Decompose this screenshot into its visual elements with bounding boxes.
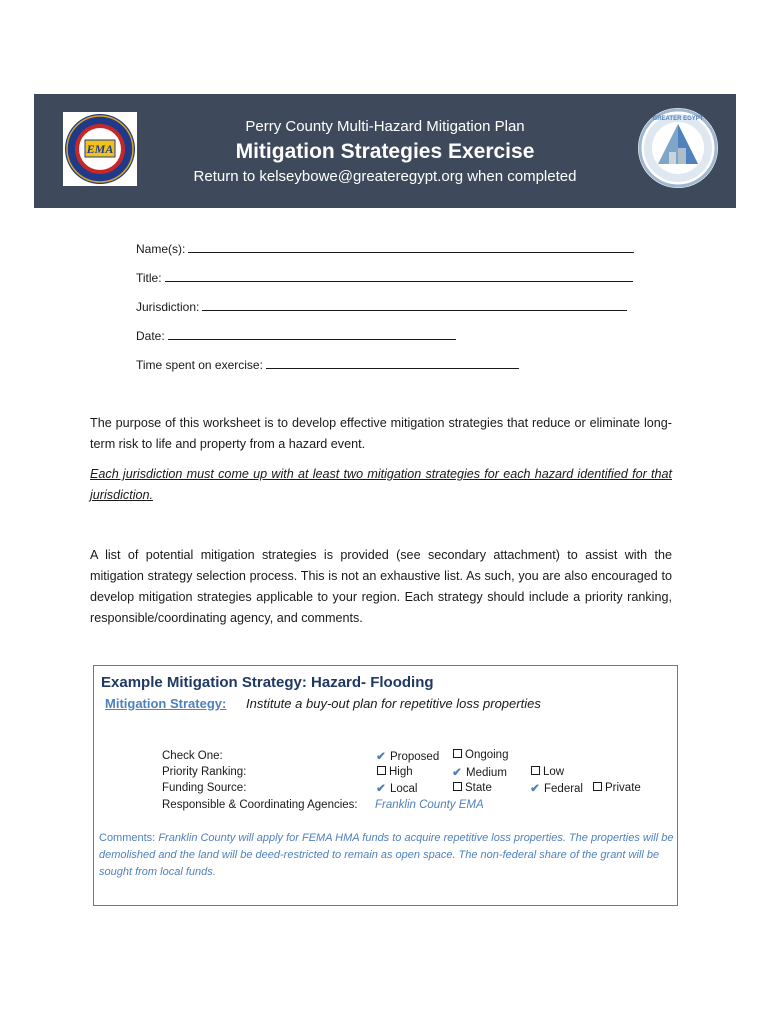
jurisdiction-blank[interactable] — [202, 299, 627, 311]
names-label: Name(s): — [136, 242, 186, 256]
purpose-paragraph: The purpose of this worksheet is to develop effective mitigation strategies that reduce or eliminate long- term risk to life and property from a hazard event. — [90, 416, 672, 451]
time-spent-field[interactable] — [136, 357, 519, 372]
checkmark-icon: ✔ — [452, 767, 462, 779]
checkbox-icon — [531, 766, 540, 775]
checkbox-icon — [377, 766, 386, 775]
checkbox-icon — [453, 782, 462, 791]
agencies-label: Responsible & Coordinating Agencies: — [162, 799, 358, 811]
example-strategy-box — [93, 665, 678, 906]
svg-text:GREATER EGYPT: GREATER EGYPT — [652, 116, 704, 122]
comments-label: Comments: — [99, 832, 156, 844]
checkmark-icon: ✔ — [376, 783, 386, 795]
strategy-text: Institute a buy-out plan for repetitive loss properties — [246, 696, 541, 711]
agency-value: Franklin County EMA — [375, 799, 484, 811]
requirement-paragraph: Each jurisdiction must come up with at least two mitigation strategies for each hazard identified for that jurisdiction. — [90, 467, 672, 502]
check-one-label: Check One: — [162, 750, 223, 762]
svg-text:EMA: EMA — [86, 142, 114, 156]
option-ongoing: Ongoing — [451, 749, 508, 761]
time-spent-label: Time spent on exercise: — [136, 358, 263, 372]
page-title: Mitigation Strategies Exercise — [235, 140, 535, 163]
time-spent-blank[interactable] — [266, 357, 519, 369]
names-field[interactable] — [136, 241, 634, 256]
strategy-list-paragraph: A list of potential mitigation strategies is provided (see secondary attachment) to assist with the mitigation strategy selection process. This is not an exhaustive list. As such, you are also encouraged to develop mitigation strategies applicable to your region. Each strategy should include a priority ranking, responsible/coordinating agency, and comments. — [90, 548, 672, 625]
checkbox-icon — [453, 749, 462, 758]
title-blank[interactable] — [165, 270, 633, 282]
header-banner — [34, 94, 736, 208]
option-medium: ✔ Medium — [452, 767, 507, 779]
names-blank[interactable] — [188, 241, 634, 253]
date-blank[interactable] — [168, 328, 456, 340]
option-local: ✔ Local — [376, 783, 418, 795]
jurisdiction-field[interactable] — [136, 299, 627, 314]
option-low: Low — [529, 766, 564, 778]
checkmark-icon: ✔ — [530, 783, 540, 795]
date-field[interactable] — [136, 328, 456, 343]
comments-text: Franklin County will apply for FEMA HMA funds to acquire repetitive loss properties. The properties will be demolished and the land will be deed-restricted to remain as open space. The non-federal share of the grant will be sought from local funds. — [99, 832, 674, 878]
option-federal: ✔ Federal — [530, 783, 583, 795]
checkmark-icon: ✔ — [376, 751, 386, 763]
date-label: Date: — [136, 329, 165, 343]
example-comments — [99, 830, 677, 881]
strategy-label: Mitigation Strategy: — [105, 696, 227, 711]
option-high: High — [375, 766, 413, 778]
option-proposed: ✔ Proposed — [376, 751, 440, 763]
jurisdiction-label: Jurisdiction: — [136, 300, 200, 314]
option-state: State — [451, 782, 492, 794]
option-private: Private — [591, 782, 641, 794]
title-label: Title: — [136, 271, 162, 285]
return-instruction: Return to kelseybowe@greateregypt.org when completed — [193, 168, 577, 185]
priority-ranking-label: Priority Ranking: — [162, 766, 247, 778]
plan-subtitle: Perry County Multi-Hazard Mitigation Plan — [245, 118, 525, 135]
greater-egypt-logo — [638, 108, 718, 188]
checkbox-icon — [593, 782, 602, 791]
funding-source-label: Funding Source: — [162, 782, 247, 794]
title-field[interactable] — [136, 270, 633, 285]
example-heading: Example Mitigation Strategy: Hazard- Flooding — [101, 674, 434, 691]
